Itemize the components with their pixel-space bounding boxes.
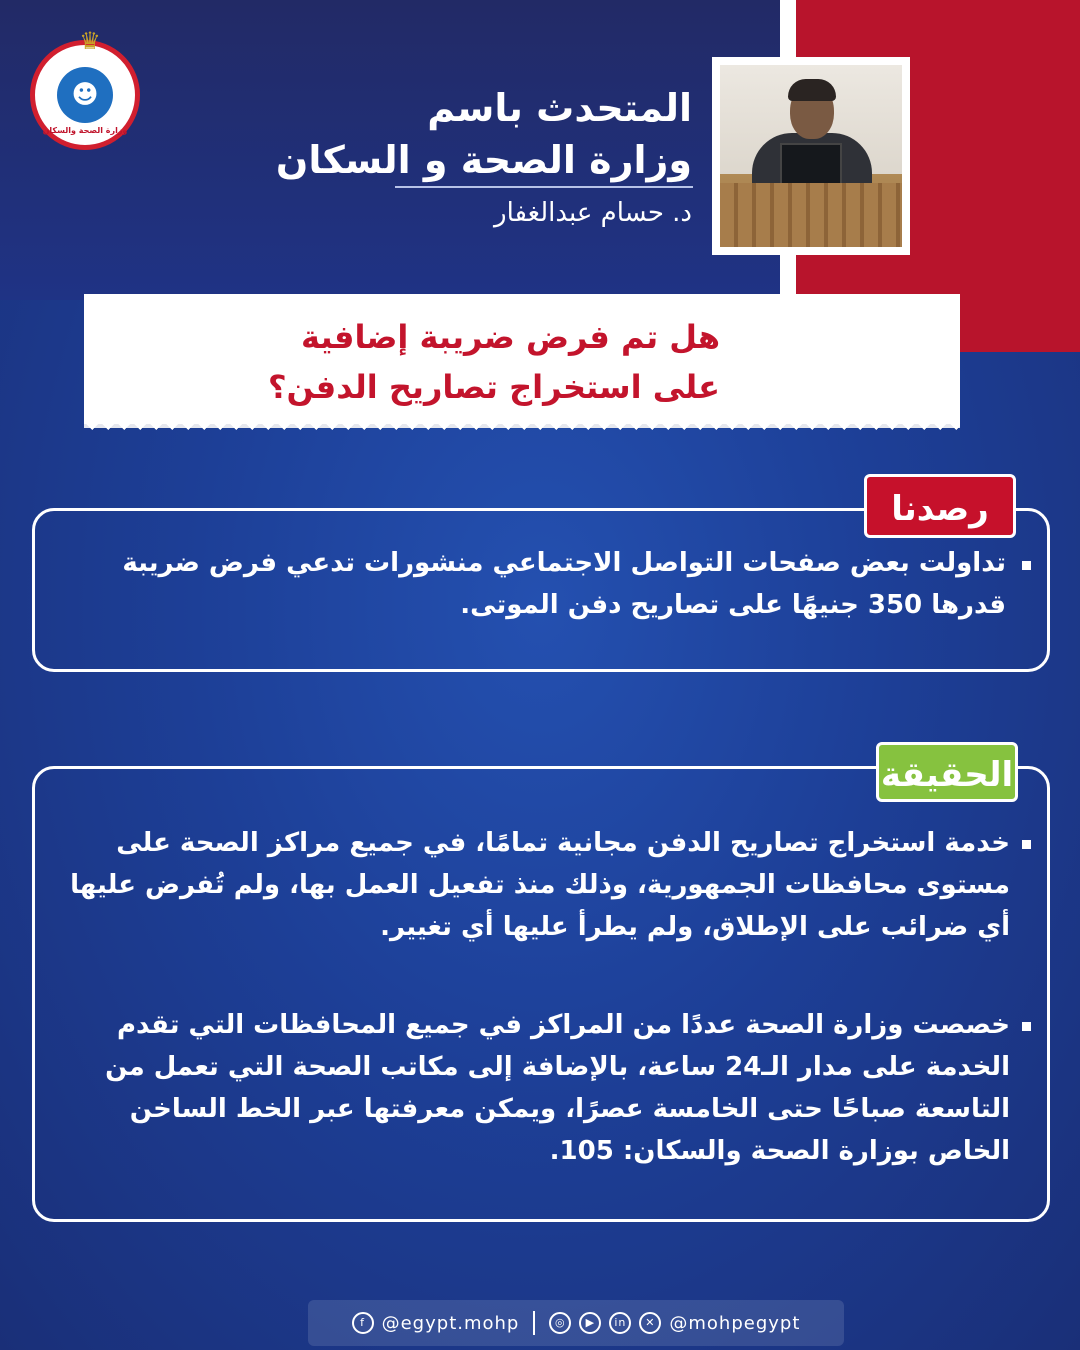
- question-line-2: على استخراج تصاريح الدفن؟: [267, 368, 720, 406]
- speaker-name: د. حسام عبدالغفار: [494, 198, 692, 228]
- question-text: [120, 312, 720, 412]
- title-line-1: المتحدث باسم: [427, 86, 692, 130]
- ministry-logo: [30, 27, 140, 150]
- monitored-text: تداولت بعض صفحات التواصل الاجتماعي منشورات تدعي فرض ضريبة قدرها 350 جنيهًا على تصاريح دفن الموتى.: [122, 548, 1006, 620]
- footer-divider: [533, 1311, 535, 1335]
- truth-point-1: خدمة استخراج تصاريح الدفن مجانية تمامًا، في جميع مراكز الصحة على مستوى محافظات الجمهورية، وذلك منذ تفعيل العمل بها، ولم تُفرض عليها أي ضرائب على الإطلاق، ولم يطرأ عليها أي تغيير.: [70, 828, 1010, 942]
- bullet-icon: [1022, 561, 1031, 570]
- eagle-icon: ♛: [79, 27, 101, 55]
- instagram-icon[interactable]: ◎: [549, 1312, 571, 1334]
- family-icon: ☻: [57, 67, 113, 123]
- bullet-icon: [1022, 1022, 1031, 1031]
- truth-point-2: خصصت وزارة الصحة عددًا من المراكز في جميع المحافظات التي تقدم الخدمة على مدار الـ24 ساعة، بالإضافة إلى مكاتب الصحة التي تعمل من التاسعة صباحًا حتى الخامسة عصرًا، ويمكن معرفتها عبر الخط الساخن الخاص بوزارة الصحة والسكان: 105.: [105, 1010, 1010, 1166]
- portrait-photo: [720, 65, 902, 247]
- question-line-1: هل تم فرض ضريبة إضافية: [301, 318, 720, 356]
- truth-tag: الحقيقة: [876, 742, 1018, 802]
- facebook-icon[interactable]: f: [352, 1312, 374, 1334]
- linkedin-icon[interactable]: in: [609, 1312, 631, 1334]
- logo-text: وزارة الصحة والسكان: [42, 126, 128, 135]
- title-line-2: وزارة الصحة و السكان: [275, 138, 692, 182]
- bullet-icon: [1022, 840, 1031, 849]
- title-divider: [395, 186, 693, 188]
- social-handle[interactable]: @mohpegypt: [669, 1312, 801, 1334]
- facebook-handle[interactable]: @egypt.mohp: [381, 1312, 520, 1334]
- x-icon[interactable]: ✕: [639, 1312, 661, 1334]
- youtube-icon[interactable]: ▶: [579, 1312, 601, 1334]
- question-banner: [84, 294, 960, 424]
- speaker-portrait: [712, 57, 910, 255]
- page-title: [272, 82, 692, 186]
- monitored-tag: رصدنا: [864, 474, 1016, 538]
- social-footer: [308, 1300, 844, 1346]
